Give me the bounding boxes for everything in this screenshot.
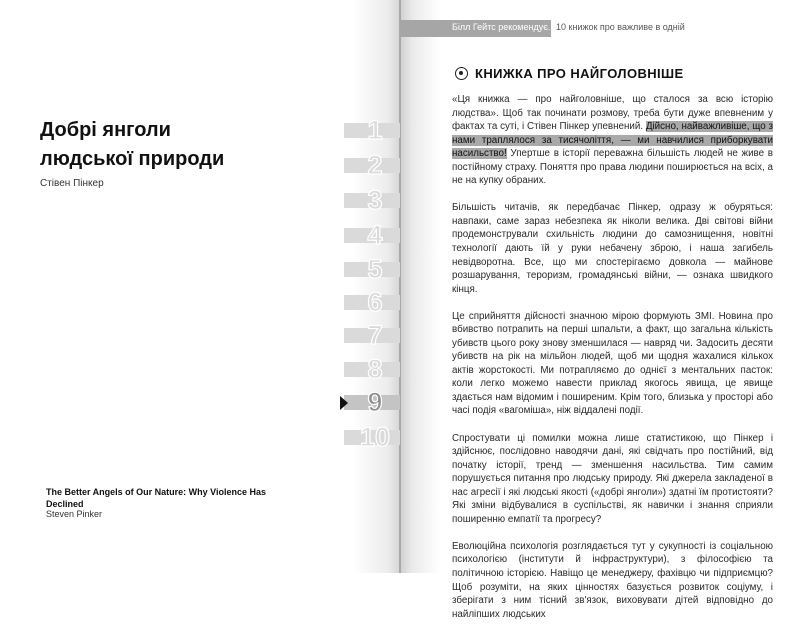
book-spine: [399, 0, 401, 573]
header-book: 10 книжок про важливе в одній: [556, 22, 685, 32]
index-number: 7: [367, 320, 383, 350]
index-number: 10: [359, 422, 391, 452]
original-author: Steven Pinker: [46, 509, 103, 519]
section-title: КНИЖКА ПРО НАЙГОЛОВНІШЕ: [475, 66, 684, 81]
index-item-2: [344, 150, 400, 180]
body-text: [452, 93, 773, 635]
index-number: 4: [367, 220, 383, 250]
book-title: Добрі янголи людської природи: [40, 119, 225, 170]
index-item-6: [344, 287, 400, 317]
index-item-10: [344, 422, 400, 452]
paragraph-4: Спростувати ці помилки можна лише статистикою, що Пінкер і здійснює, послідовно наводячи дані, які свідчать про постійний, від початку історії, тренд — зменшення насильства. Тим самим порушується питання про людську природу. Які джерела закладеної в нас агресії і які людські якості («добрі янголи») здатні їм протистояти? Які зміни відбувалися в суспільстві, як навички і знання сприяли поширенню емпатії та прогресу?: [452, 432, 773, 525]
book-author: Стівен Пінкер: [40, 178, 104, 189]
index-number: 9: [367, 387, 383, 417]
index-number: 3: [367, 185, 383, 215]
index-number: 6: [367, 287, 383, 317]
index-number: 8: [367, 354, 383, 384]
target-icon: [455, 67, 468, 80]
paragraph-5: Еволюційна психологія розглядається тут у сукупності із соціальною психологією (інститути й інфраструктури), з філософією та політичною історією. Навіщо це менеджеру, фахівцю чи підприємцю? Щоб розуміти, на яких цінностях базується розвиток соціуму, і зберігати з ним тісний зв'язок, виховувати дітей відповідно до найліпших людських: [452, 540, 773, 620]
highlighted-text: Дійсно, найважливіше, що з нами траплялося за тисячоліття, — ми навчилися приборкувати насильство!: [452, 121, 773, 160]
index-item-7: [344, 320, 400, 350]
header-series: Білл Гейтс рекомендує...: [452, 22, 556, 32]
index-item-1: [344, 115, 400, 145]
index-item-9-active: [344, 387, 400, 417]
index-number: 2: [367, 150, 383, 180]
index-number: 5: [367, 254, 383, 284]
original-title: The Better Angels of Our Nature: Why Violence Has Declined: [46, 487, 267, 509]
index-item-4: [344, 220, 400, 250]
index-item-3: [344, 185, 400, 215]
paragraph-3: Це сприйняття дійсності значною мірою формують ЗМІ. Новина про вбивство потрапить на перші шпальти, а факт, що загальна кількість убивств цього року знову зменшилася — навряд чи. Задосить десяти убивств на рік на мільйон людей, щоб ми щодня жахалися кількох актів жорстокості. Ми потрапляємо до однієї з ментальних пасток: коли легко можемо навести приклад якогось явища, це явище здається нам відомим і поширеним. Крім того, близька у просторі або часі подія «вагоміша», ніж віддалені події.: [452, 310, 773, 417]
index-number: 1: [367, 115, 383, 145]
index-item-5: [344, 254, 400, 284]
paragraph-2: Більшість читачів, як передбачає Пінкер, одразу ж обуряться: навпаки, саме зараз небезпека як ніколи велика. Дві світові війни продемонстрували схильність людини до самознищення, новітні технології дають їй у руки небачену зброю, і наша загибель невідворотна. Все, що ми спостерігаємо довкола — майнове розшарування, тероризм, громадянські війни, — ознака швидкого кінця.: [452, 202, 773, 295]
current-marker-icon: [340, 396, 348, 410]
paragraph-1: «Ця книжка — про найголовніше, що сталося за всю історію людства». Щоб так починати розмову, треба бути дуже впевненим у фактах та суті, і Стівен Пінкер упевнений. Дійсно, найважливіше, що з нами траплялося за тисячоліття, — ми навчилися приборкувати насильство! Упертше в історії переважна більшість людей не живе в постійному страху. Поняття про права людини поширюється на всіх, а не на купку обраних.: [452, 94, 773, 187]
index-item-8: [344, 354, 400, 384]
